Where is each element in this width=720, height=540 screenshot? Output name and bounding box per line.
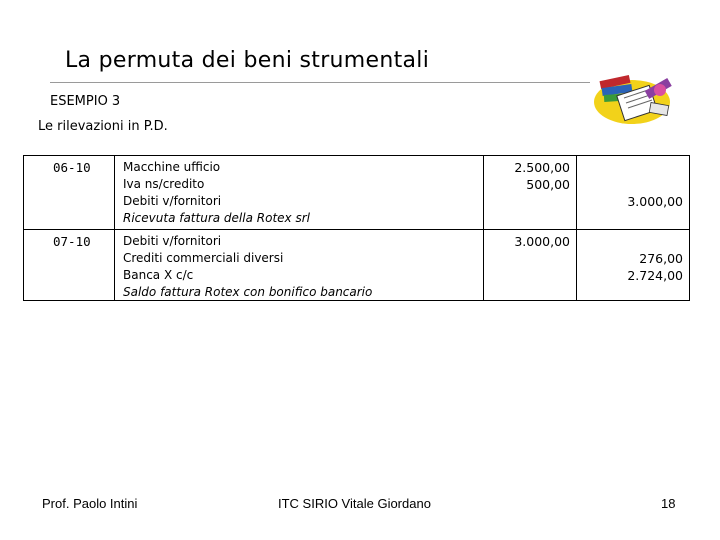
account-line: Iva ns/credito (123, 177, 205, 191)
table-border-top (23, 155, 690, 156)
section-heading: Le rilevazioni in P.D. (38, 119, 168, 134)
column-divider (576, 155, 577, 301)
entry-note: Ricevuta fattura della Rotex srl (123, 211, 310, 225)
avere-amount: 276,00 (639, 251, 683, 266)
slide-title: La permuta dei beni strumentali (65, 48, 430, 73)
account-line: Debiti v/fornitori (123, 194, 222, 208)
account-line: Crediti commerciali diversi (123, 251, 284, 265)
account-line: Banca X c/c (123, 268, 194, 282)
books-clipart-icon (590, 64, 680, 128)
entry-date: 06-10 (53, 160, 91, 175)
table-border-left (23, 155, 24, 301)
dare-amount: 500,00 (526, 177, 570, 192)
avere-amount: 3.000,00 (627, 194, 683, 209)
row-divider (23, 229, 690, 230)
entry-date: 07-10 (53, 234, 91, 249)
column-divider (114, 155, 115, 301)
account-line: Debiti v/fornitori (123, 234, 222, 248)
table-border-right (689, 155, 690, 301)
dare-amount: 3.000,00 (514, 234, 570, 249)
column-divider (483, 155, 484, 301)
page-number: 18 (661, 496, 676, 511)
footer-school: ITC SIRIO Vitale Giordano (278, 496, 431, 511)
title-divider (50, 82, 590, 83)
entry-note: Saldo fattura Rotex con bonifico bancario (123, 285, 373, 299)
avere-amount: 2.724,00 (627, 268, 683, 283)
journal-table (23, 155, 690, 301)
footer-author: Prof. Paolo Intini (42, 496, 138, 511)
example-label: ESEMPIO 3 (50, 94, 121, 109)
account-line: Macchine ufficio (123, 160, 221, 174)
dare-amount: 2.500,00 (514, 160, 570, 175)
